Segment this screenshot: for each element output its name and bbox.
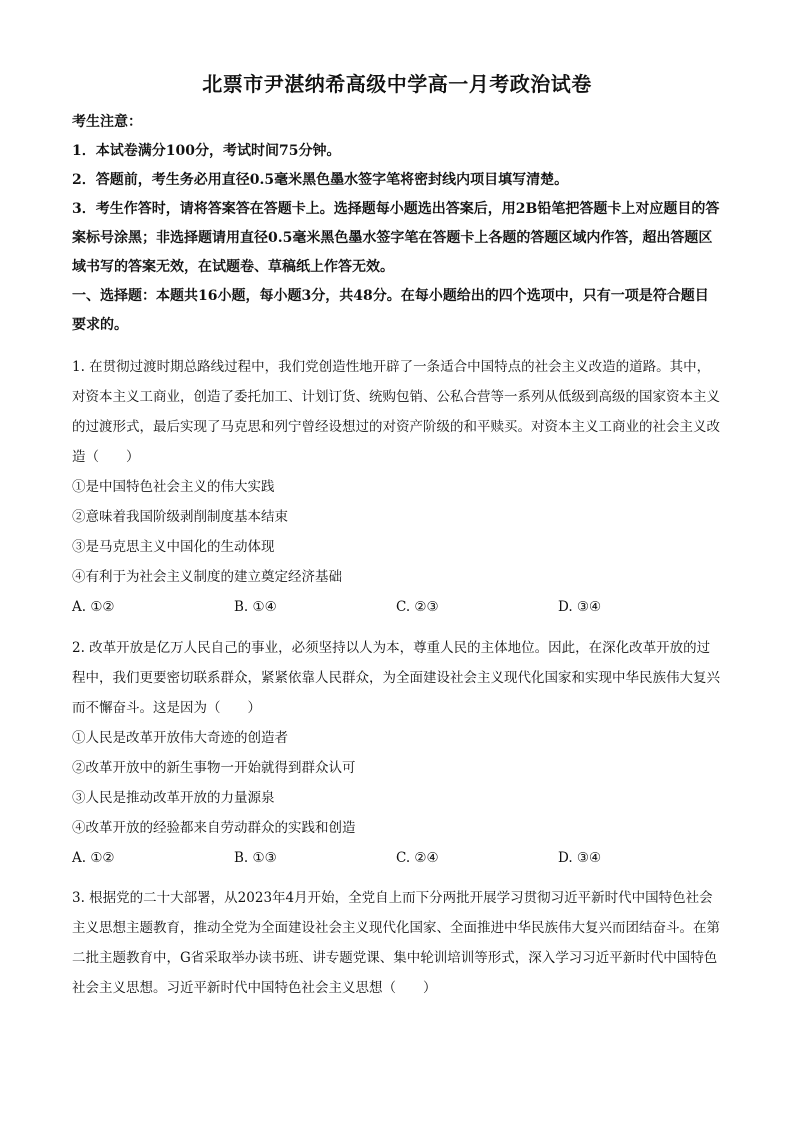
- notice-item: 1．本试卷满分100分，考试时间75分钟。: [72, 143, 341, 159]
- question-options: [72, 592, 722, 622]
- section-heading: 一、选择题：本题共16小题，每小题3分，共48分。在每小题给出的四个选项中，只有一项是符合题目要求的。: [72, 288, 709, 333]
- notice-item: 3．考生作答时，请将答案答在答题卡上。选择题每小题选出答案后，用2B铅笔把答题卡上对应题目的答案标号涂黑；非选择题请用直径0.5毫米黑色墨水签字笔在答题卡上各题的答题区域内作答，超出答题区域书写的答案无效，在试题卷、草稿纸上作答无效。: [72, 201, 720, 275]
- question-1: [72, 352, 722, 622]
- exam-notice: [72, 108, 722, 340]
- question-statement: ①是中国特色社会主义的伟大实践: [72, 479, 275, 495]
- question-statement: ②改革开放中的新生事物一开始就得到群众认可: [72, 760, 356, 776]
- option-c: C. ②③: [396, 599, 439, 615]
- question-statement: ②意味着我国阶级剥削制度基本结束: [72, 509, 288, 525]
- question-options: [72, 843, 722, 873]
- option-a: A. ①②: [72, 850, 115, 866]
- question-statement: ④改革开放的经验都来自劳动群众的实践和创造: [72, 820, 356, 836]
- exam-title: 北票市尹湛纳希高级中学高一月考政治试卷: [202, 72, 592, 96]
- option-b: B. ①④: [234, 599, 277, 615]
- question-2: [72, 633, 722, 873]
- option-a: A. ①②: [72, 599, 115, 615]
- question-statement: ①人民是改革开放伟大奇迹的创造者: [72, 730, 288, 746]
- notice-heading: 考生注意：: [72, 114, 142, 130]
- question-statement: ③人民是推动改革开放的力量源泉: [72, 790, 275, 806]
- option-c: C. ②④: [396, 850, 439, 866]
- option-d: D. ③④: [558, 599, 602, 615]
- option-d: D. ③④: [558, 850, 602, 866]
- question-stem: 1. 在贯彻过渡时期总路线过程中，我们党创造性地开辟了一条适合中国特点的社会主义改造的道路。其中，对资本主义工商业，创造了委托加工、计划订货、统购包销、公私合营等一系列从低级到高级的国家资本主义的过渡形式，最后实现了马克思和列宁曾经设想过的对资产阶级的和平赎买。对资本主义工商业的社会主义改造（ ）: [72, 359, 720, 465]
- question-statement: ④有利于为社会主义制度的建立奠定经济基础: [72, 569, 342, 585]
- question-stem: 2. 改革开放是亿万人民自己的事业，必须坚持以人为本，尊重人民的主体地位。因此，在深化改革开放的过程中，我们更要密切联系群众，紧紧依靠人民群众，为全面建设社会主义现代化国家和实现中华民族伟大复兴而不懈奋斗。这是因为（ ）: [72, 640, 720, 716]
- option-b: B. ①③: [234, 850, 277, 866]
- question-stem: 3. 根据党的二十大部署，从2023年4月开始，全党自上而下分两批开展学习贯彻习近平新时代中国特色社会主义思想主题教育，推动全党为全面建设社会主义现代化国家、全面推进中华民族伟大复兴而团结奋斗。在第二批主题教育中，G省采取举办读书班、讲专题党课、集中轮训培训等形式，深入学习习近平新时代中国特色社会主义思想。习近平新时代中国特色社会主义思想（ ）: [72, 890, 720, 996]
- notice-item: 2．答题前，考生务必用直径0.5毫米黑色墨水签字笔将密封线内项目填写清楚。: [72, 172, 569, 188]
- question-3: [72, 883, 722, 1003]
- question-statement: ③是马克思主义中国化的生动体现: [72, 539, 275, 555]
